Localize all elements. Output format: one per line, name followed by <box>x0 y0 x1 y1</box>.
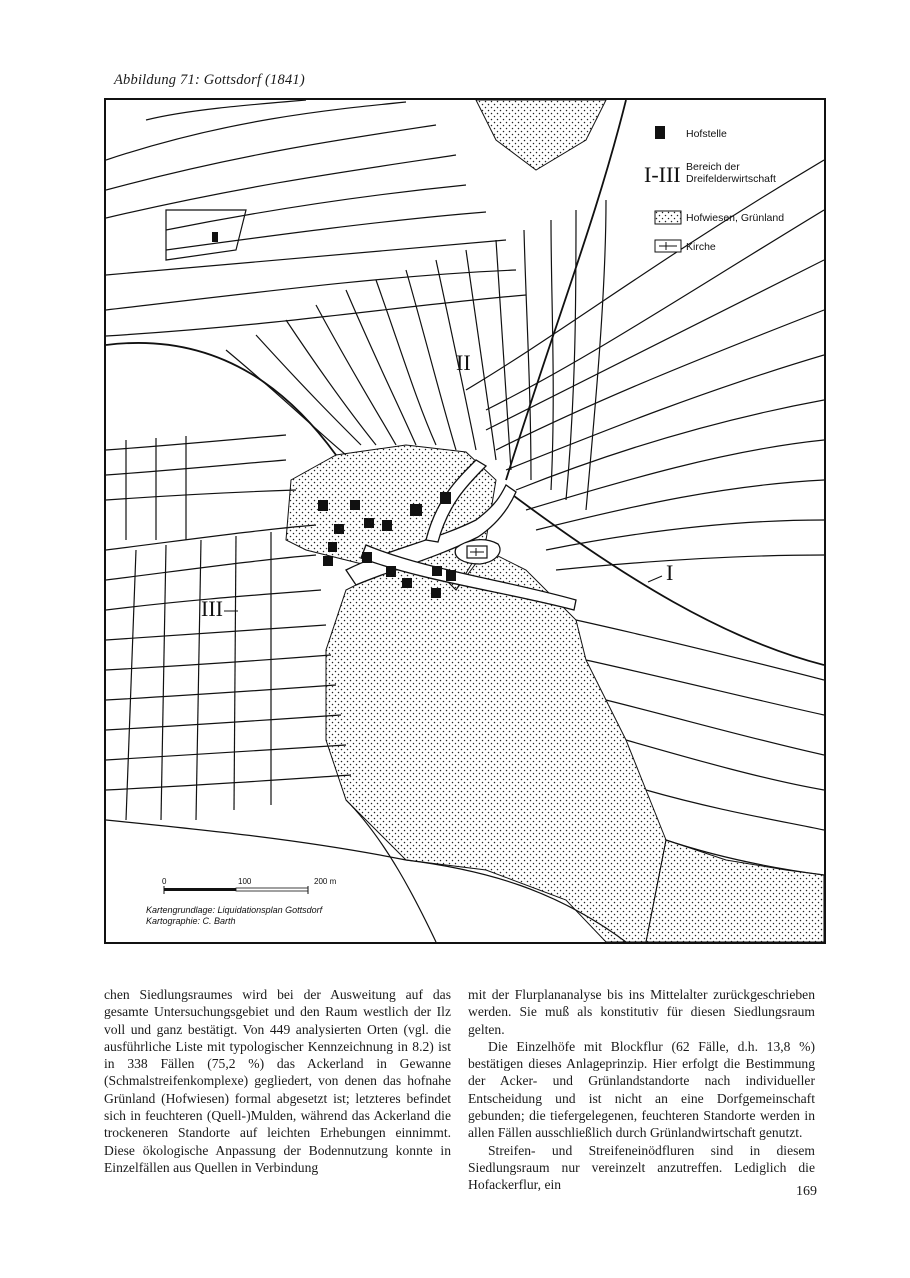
scale-tick-200: 200 m <box>314 877 337 886</box>
legend-hofwiesen: Hofwiesen, Grünland <box>686 212 785 224</box>
right-paragraph-3: Streifen- und Streifeneinödfluren sind in diesem Siedlungsraum nur vereinzelt anzutreffen. Lediglich die Hofackerflur, ein <box>468 1142 815 1193</box>
left-paragraph: chen Siedlungsraumes wird bei der Ausweitung auf das gesamte Untersuchungsgebiet und den Raum westlich der Ilz voll und ganz bestätigt. Von 449 analysierten Orten (vgl. die ausführliche Liste mit typologischer Kennzeichnung in 8.2) ist in 338 Fällen (75,2 %) das Ackerland in Gewanne (Schmalstreifenkomplexe) gegliedert, von denen das hofnahe Grünland (Hofwiesen) formal abgesetzt ist; letzteres befindet sich in feuchteren (Quell-)Mulden, während das Ackerland die trockeneren Standorte auf leichten Erhebungen einnimmt. Diese ökologische Anpassung der Bodennutzung konnte in Einzelfällen aus Quellen in Verbindung <box>104 987 451 1175</box>
field-map <box>104 98 826 944</box>
map-credit-basis: Kartengrundlage: Liquidationsplan Gottsdorf <box>146 905 323 915</box>
body-column-left <box>104 986 451 1176</box>
zone-label-ii: II <box>456 350 471 375</box>
legend-dreifelder-line2: Dreifelderwirtschaft <box>686 173 776 185</box>
legend-dreifelder-symbol: I-III <box>644 162 681 187</box>
figure-caption: Abbildung 71: Gottsdorf (1841) <box>114 72 305 88</box>
farmstead-legend-icon <box>655 126 665 139</box>
right-paragraph-1: mit der Flurplananalyse bis ins Mittelalter zurückgeschrieben werden. Sie muß als konstitutiv für diesen Siedlungsraum gelten. <box>468 987 815 1037</box>
right-paragraph-2: Die Einzelhöfe mit Blockflur (62 Fälle, d.h. 13,8 %) bestätigen dieses Anlageprinzip. Hier erfolgt die Bestimmung der Acker- und Grünlandstandorte nach individueller Entscheidung und ist nicht an eine Dorfgemeinschaft gebunden; die tiefergelegenen, feuchteren Standorte werden in allen Fällen ausschließlich durch Grünlandwirtschaft genutzt. <box>468 1038 815 1141</box>
church-legend-icon <box>655 240 681 252</box>
page-number: 169 <box>796 1184 817 1199</box>
legend-hofstelle: Hofstelle <box>686 128 727 140</box>
scale-bar <box>162 877 337 894</box>
grassland-legend-icon <box>655 211 681 224</box>
scale-tick-0: 0 <box>162 877 167 886</box>
body-column-right <box>468 986 815 1194</box>
zone-label-i: I <box>666 560 674 585</box>
church-icon <box>467 546 487 558</box>
map-credit-cartography: Kartographie: C. Barth <box>146 916 236 926</box>
legend-kirche: Kirche <box>686 241 716 253</box>
scale-tick-100: 100 <box>238 877 252 886</box>
legend-dreifelder-line1: Bereich der <box>686 161 740 173</box>
zone-label-iii: III <box>201 596 223 621</box>
map-legend <box>644 126 784 253</box>
